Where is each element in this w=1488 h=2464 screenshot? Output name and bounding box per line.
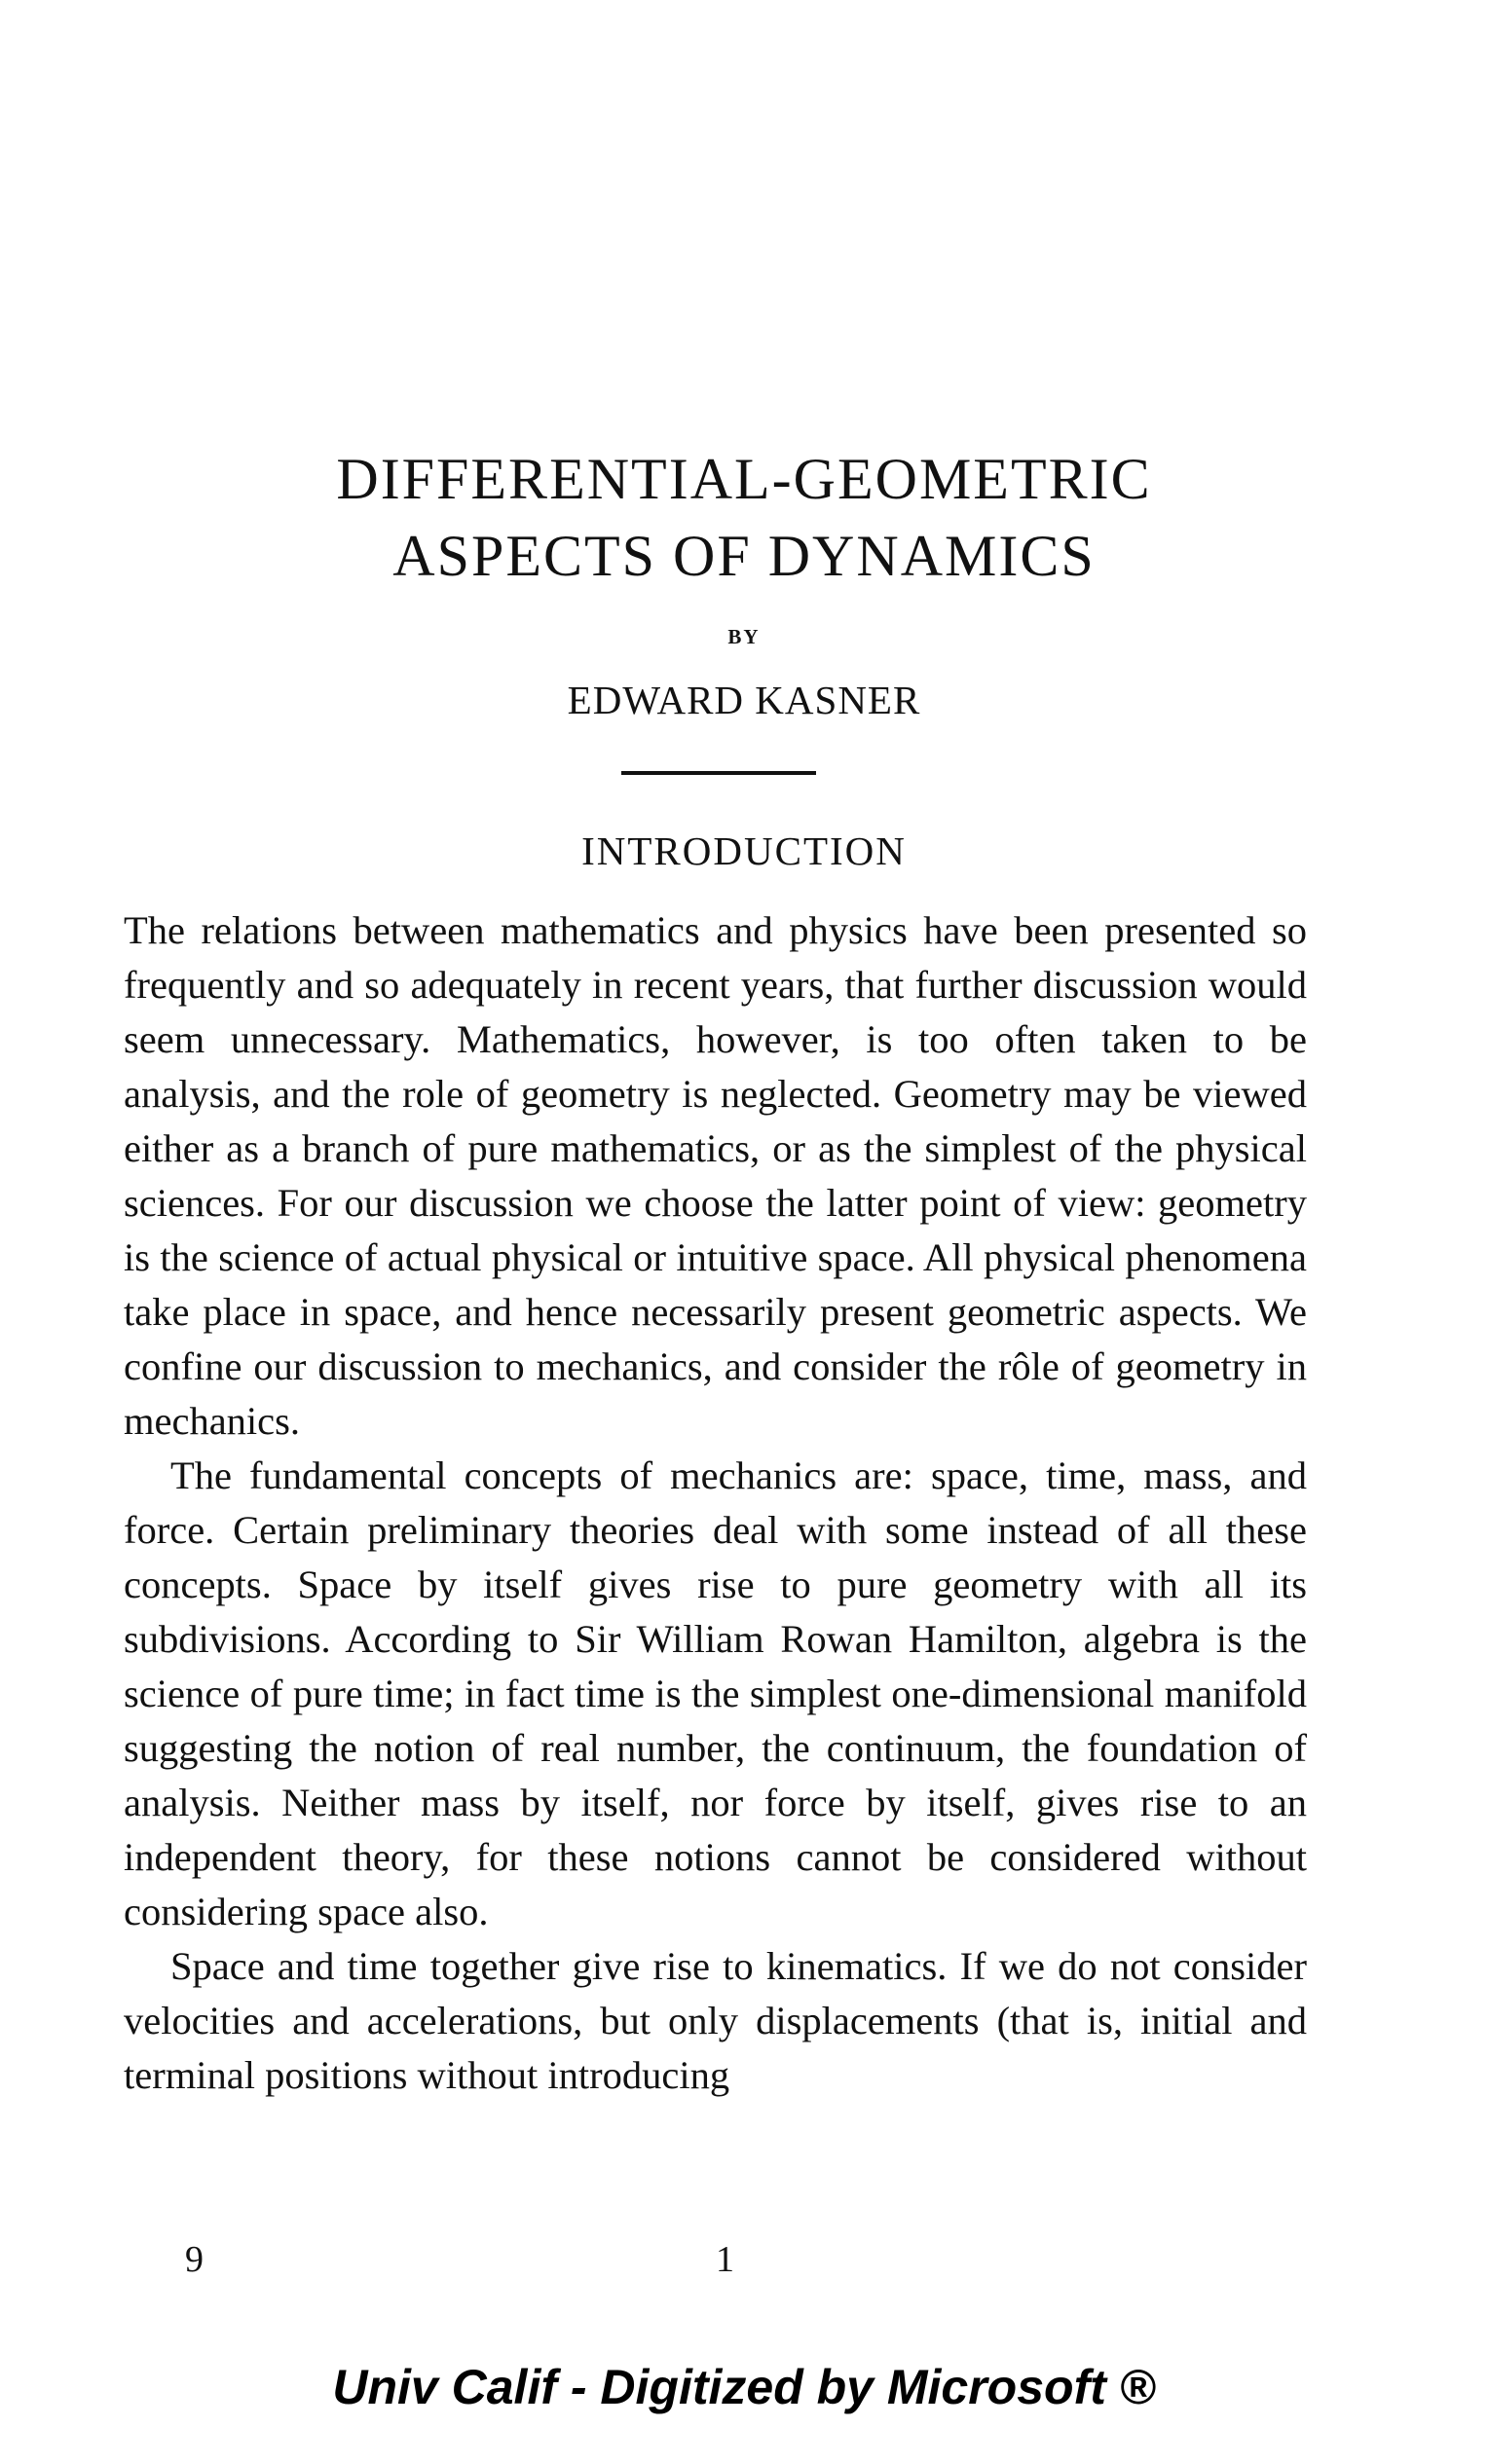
paragraph-3: Space and time together give rise to kinematics. If we do not consider velocities and accelerations, but only displacements (that is, initial and terminal positions without introducing <box>124 1944 1307 2097</box>
page-number: 1 <box>716 2239 734 2280</box>
body-text <box>124 903 1307 2103</box>
paragraph-1: The relations between mathematics and physics have been presented so frequently and so adequately in recent years, that further discussion would seem unnecessary. Mathematics, however, is too often taken to be analysis, and the role of geometry is neglected. Geometry may be viewed either as a branch of pure mathematics, or as the simplest of the physical sciences. For our discussion we choose the latter point of view: geometry is the science of actual physical or intuitive space. All physical phenomena take place in space, and hence necessarily present geometric aspects. We confine our discussion to mechanics, and consider the rôle of geometry in mechanics. <box>124 908 1307 1443</box>
byline-label: BY <box>727 625 761 648</box>
title-line-1: DIFFERENTIAL-GEOMETRIC <box>336 447 1152 511</box>
paragraph-2: The fundamental concepts of mechanics are: space, time, mass, and force. Certain preliminary theories deal with some instead of all these concepts. Space by itself gives rise to pure geometry with all its subdivisions. According to Sir William Rowan Hamilton, algebra is the science of pure time; in fact time is the simplest one-dimensional manifold suggesting the notion of real number, the continuum, the foundation of analysis. Neither mass by itself, nor force by itself, gives rise to an independent theory, for these notions cannot be considered without considering space also. <box>124 1453 1307 1933</box>
author-name: EDWARD KASNER <box>567 678 921 722</box>
signature-mark: 9 <box>185 2239 204 2280</box>
digitization-watermark: Univ Calif - Digitized by Microsoft ® <box>332 2360 1156 2414</box>
horizontal-rule <box>621 771 816 775</box>
title-line-2: ASPECTS OF DYNAMICS <box>392 524 1096 588</box>
section-heading: INTRODUCTION <box>581 828 907 873</box>
